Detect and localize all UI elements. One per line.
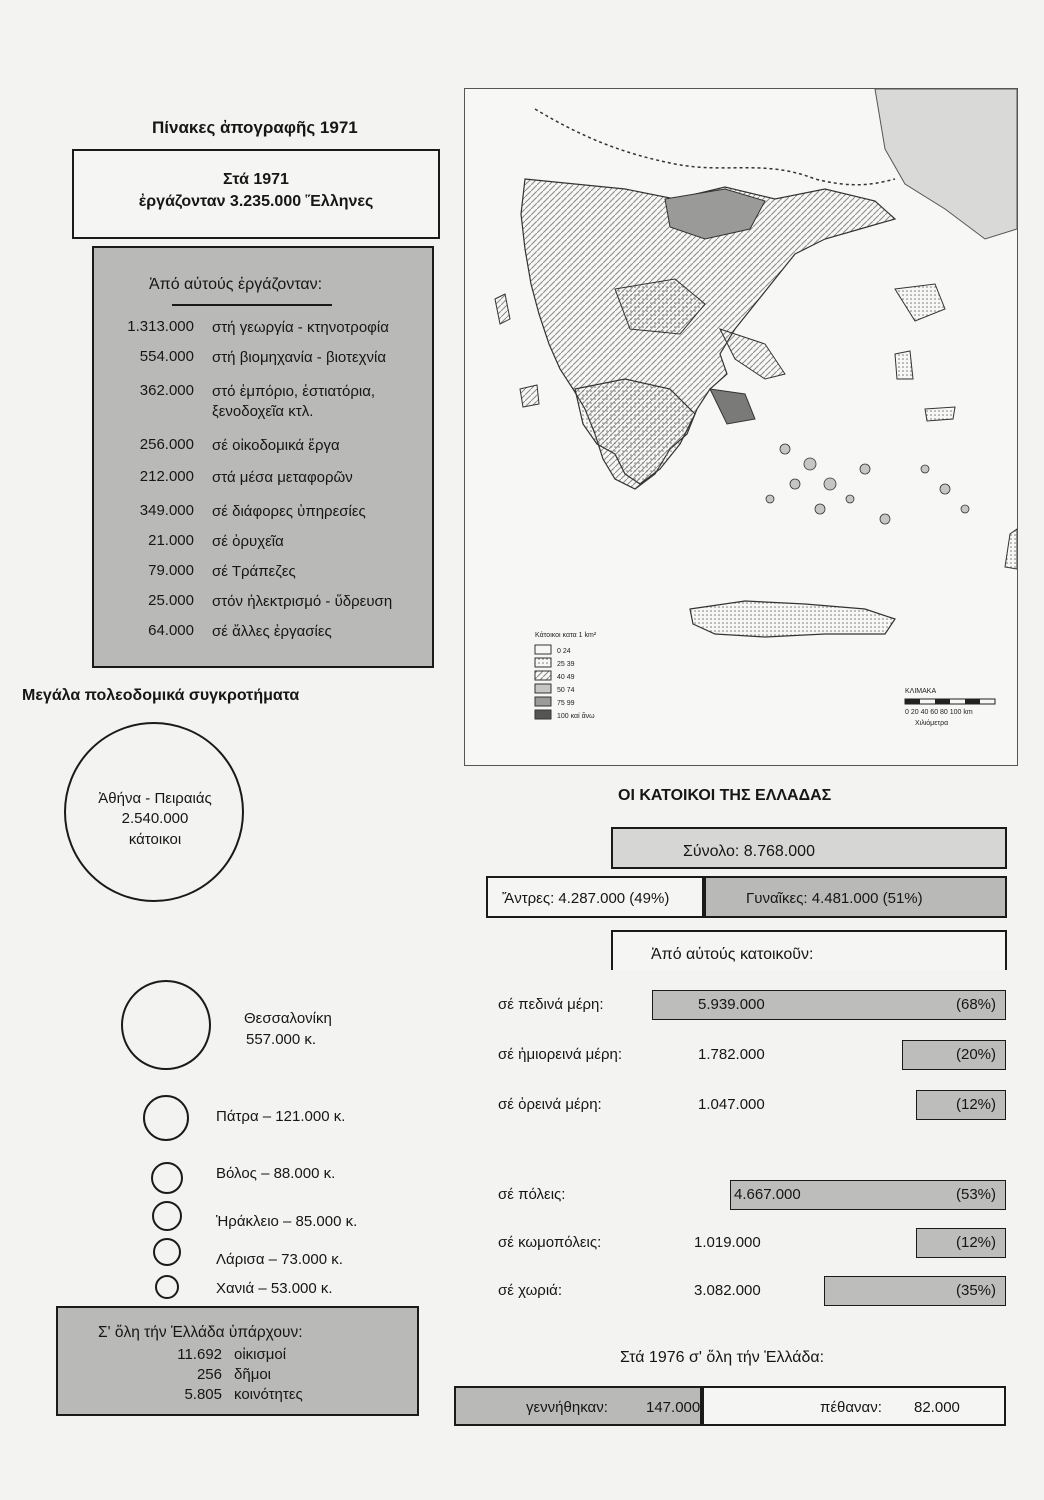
women-box — [704, 876, 1007, 918]
patra-label: Πάτρα – 121.000 κ. — [216, 1108, 346, 1125]
occupation-value: 1.313.000 — [127, 318, 194, 335]
settlement-type-pct: (35%) — [955, 1282, 996, 1299]
settlement-type-value: 1.019.000 — [694, 1234, 761, 1251]
settlement-value: 11.692 — [177, 1346, 222, 1363]
cyclades-islands — [766, 444, 969, 524]
deaths-box — [702, 1386, 1006, 1426]
settlement-type-pct: (53%) — [955, 1186, 996, 1203]
terrain-bars — [486, 990, 1006, 1140]
cities-heading: Μεγάλα πολεοδομικά συγκροτήματα — [22, 687, 300, 704]
legend-item: 40 49 — [557, 674, 575, 681]
settlement-type-label: σέ κωμοπόλεις: — [498, 1234, 602, 1251]
scale-unit: Χιλιόμετρα — [915, 720, 949, 727]
legend-item: 100 καί ἄνω — [557, 713, 595, 720]
terrain-value: 5.939.000 — [698, 996, 765, 1013]
occupation-value: 256.000 — [139, 436, 194, 453]
settlement-type-label: σέ χωριά: — [498, 1282, 562, 1299]
legend-item: 75 99 — [557, 700, 575, 707]
chios — [895, 351, 913, 379]
occupations-box — [92, 246, 434, 668]
lesvos — [895, 284, 945, 321]
greece-map-drawing — [465, 89, 1017, 765]
occupation-value: 25.000 — [148, 592, 194, 609]
occupation-label: σέ διάφορες ὑπηρεσίες — [212, 503, 366, 520]
thessaloniki-circle — [121, 980, 211, 1070]
corfu — [495, 294, 510, 324]
terrain-pct: (12%) — [955, 1096, 996, 1113]
occupation-value: 79.000 — [148, 562, 194, 579]
occupation-label: σέ ἄλλες ἐργασίες — [212, 623, 332, 640]
breakdown-heading: Ἀπό αὐτούς κατοικοῦν: — [651, 946, 814, 963]
legend-item: 0 24 — [557, 648, 571, 655]
legend-title: Κάτοικοι κατα 1 km² — [535, 632, 597, 639]
chania-circle — [155, 1275, 179, 1299]
settlement-type-value: 4.667.000 — [734, 1186, 801, 1203]
population-heading: ΟΙ ΚΑΤΟΙΚΟΙ ΤΗΣ ΕΛΛΑΔΑΣ — [618, 787, 832, 804]
women-population: Γυναῖκες: 4.481.000 (51%) — [746, 890, 923, 907]
settlement-value: 256 — [196, 1366, 222, 1383]
occupation-value: 21.000 — [148, 532, 194, 549]
occupation-label: στή γεωργία - κτηνοτροφία — [212, 319, 389, 336]
occupation-value: 212.000 — [139, 468, 194, 485]
scale-ticks: 0 20 40 60 80 100 km — [905, 709, 973, 716]
occupation-label: στόν ἠλεκτρισμό - ὕδρευση — [212, 593, 393, 610]
legend-item: 50 74 — [557, 687, 575, 694]
thessaloniki-value: 557.000 κ. — [246, 1031, 317, 1048]
occupation-value: 64.000 — [148, 622, 194, 639]
vital-heading: Στά 1976 σ' ὅλη τήν Ἑλλάδα: — [620, 1349, 825, 1366]
volos-label: Βόλος – 88.000 κ. — [216, 1165, 336, 1182]
occupation-value: 349.000 — [139, 502, 194, 519]
scale-title: ΚΛΙΜΑΚΑ — [905, 688, 937, 695]
occupation-label: στή βιομηχανία - βιοτεχνία — [212, 349, 387, 366]
workers-year: Στά 1971 — [223, 171, 289, 188]
legend-item: 25 39 — [557, 661, 575, 668]
occupation-label: στό ἐμπόριο, ἑστιατόρια, ξενοδοχεῖα κτλ. — [212, 383, 376, 420]
athens-unit: κάτοικοι — [128, 831, 182, 848]
births-label: γεννήθηκαν: — [526, 1399, 608, 1416]
settlement-type-value: 3.082.000 — [694, 1282, 761, 1299]
occupations-list — [84, 318, 434, 668]
births-box — [454, 1386, 702, 1426]
settlement-label: δῆμοι — [234, 1366, 272, 1383]
larisa-circle — [153, 1238, 181, 1266]
rhodes — [1005, 529, 1017, 569]
terrain-label: σέ ὀρεινά μέρη: — [498, 1096, 602, 1113]
total-population-box — [611, 827, 1007, 869]
settlement-type-label: σέ πόλεις: — [498, 1186, 566, 1203]
settlements-heading: Σ' ὅλη τήν Ἑλλάδα ὑπάρχουν: — [98, 1324, 303, 1341]
athens-label: Ἀθήνα - Πειραιάς — [98, 790, 212, 807]
men-population: Ἄντρες: 4.287.000 (49%) — [502, 890, 670, 907]
deaths-value: 82.000 — [914, 1399, 960, 1416]
map-scale — [905, 688, 995, 727]
workers-total-box — [72, 149, 440, 239]
occupations-heading: Ἀπό αὐτούς ἐργάζονταν: — [149, 276, 323, 293]
settlements-box — [56, 1306, 419, 1416]
terrain-pct: (68%) — [955, 996, 996, 1013]
attica-region — [710, 389, 755, 424]
settlement-type-bars — [486, 1180, 1006, 1320]
terrain-pct: (20%) — [955, 1046, 996, 1063]
occupation-label: στά μέσα μεταφορῶν — [212, 469, 353, 486]
terrain-value: 1.047.000 — [698, 1096, 765, 1113]
irakleio-label: Ἡράκλειο – 85.000 κ. — [216, 1213, 358, 1230]
settlement-label: κοινότητες — [234, 1386, 303, 1403]
chania-label: Χανιά – 53.000 κ. — [216, 1280, 333, 1297]
page-title: Πίνακες ἀπογραφῆς 1971 — [152, 118, 358, 137]
deaths-label: πέθαναν: — [820, 1399, 882, 1416]
terrain-value: 1.782.000 — [698, 1046, 765, 1063]
occupation-label: σέ οἰκοδομικά ἔργα — [212, 437, 340, 454]
larisa-label: Λάρισα – 73.000 κ. — [216, 1251, 343, 1268]
thessaloniki-label: Θεσσαλονίκη — [244, 1010, 332, 1027]
occupation-label: σέ Τράπεζες — [212, 563, 296, 580]
heading-underline — [172, 304, 332, 306]
occupation-label: σέ ὀρυχεῖα — [212, 533, 284, 550]
population-density-map — [464, 88, 1018, 766]
breakdown-box — [611, 930, 1007, 970]
settlement-type-pct: (12%) — [955, 1234, 996, 1251]
total-population: Σύνολο: 8.768.000 — [683, 843, 815, 860]
settlement-label: οἰκισμοί — [234, 1346, 287, 1363]
occupation-value: 362.000 — [139, 382, 194, 399]
crete — [690, 601, 895, 637]
terrain-label: σέ πεδινά μέρη: — [498, 996, 604, 1013]
volos-circle — [151, 1162, 183, 1194]
terrain-label: σέ ἡμιορεινά μέρη: — [498, 1046, 623, 1063]
turkey-land — [875, 89, 1017, 239]
settlement-value: 5.805 — [184, 1386, 222, 1403]
patra-circle — [143, 1095, 189, 1141]
workers-count: ἐργάζονταν 3.235.000 Ἕλληνες — [138, 193, 374, 210]
irakleio-circle — [152, 1201, 182, 1231]
men-box — [486, 876, 704, 918]
northern-border — [535, 109, 895, 185]
samos — [925, 407, 955, 421]
evia — [720, 329, 785, 379]
athens-value: 2.540.000 — [121, 810, 189, 827]
occupation-value: 554.000 — [139, 348, 194, 365]
births-value: 147.000 — [646, 1399, 701, 1416]
kefalonia — [520, 385, 539, 407]
